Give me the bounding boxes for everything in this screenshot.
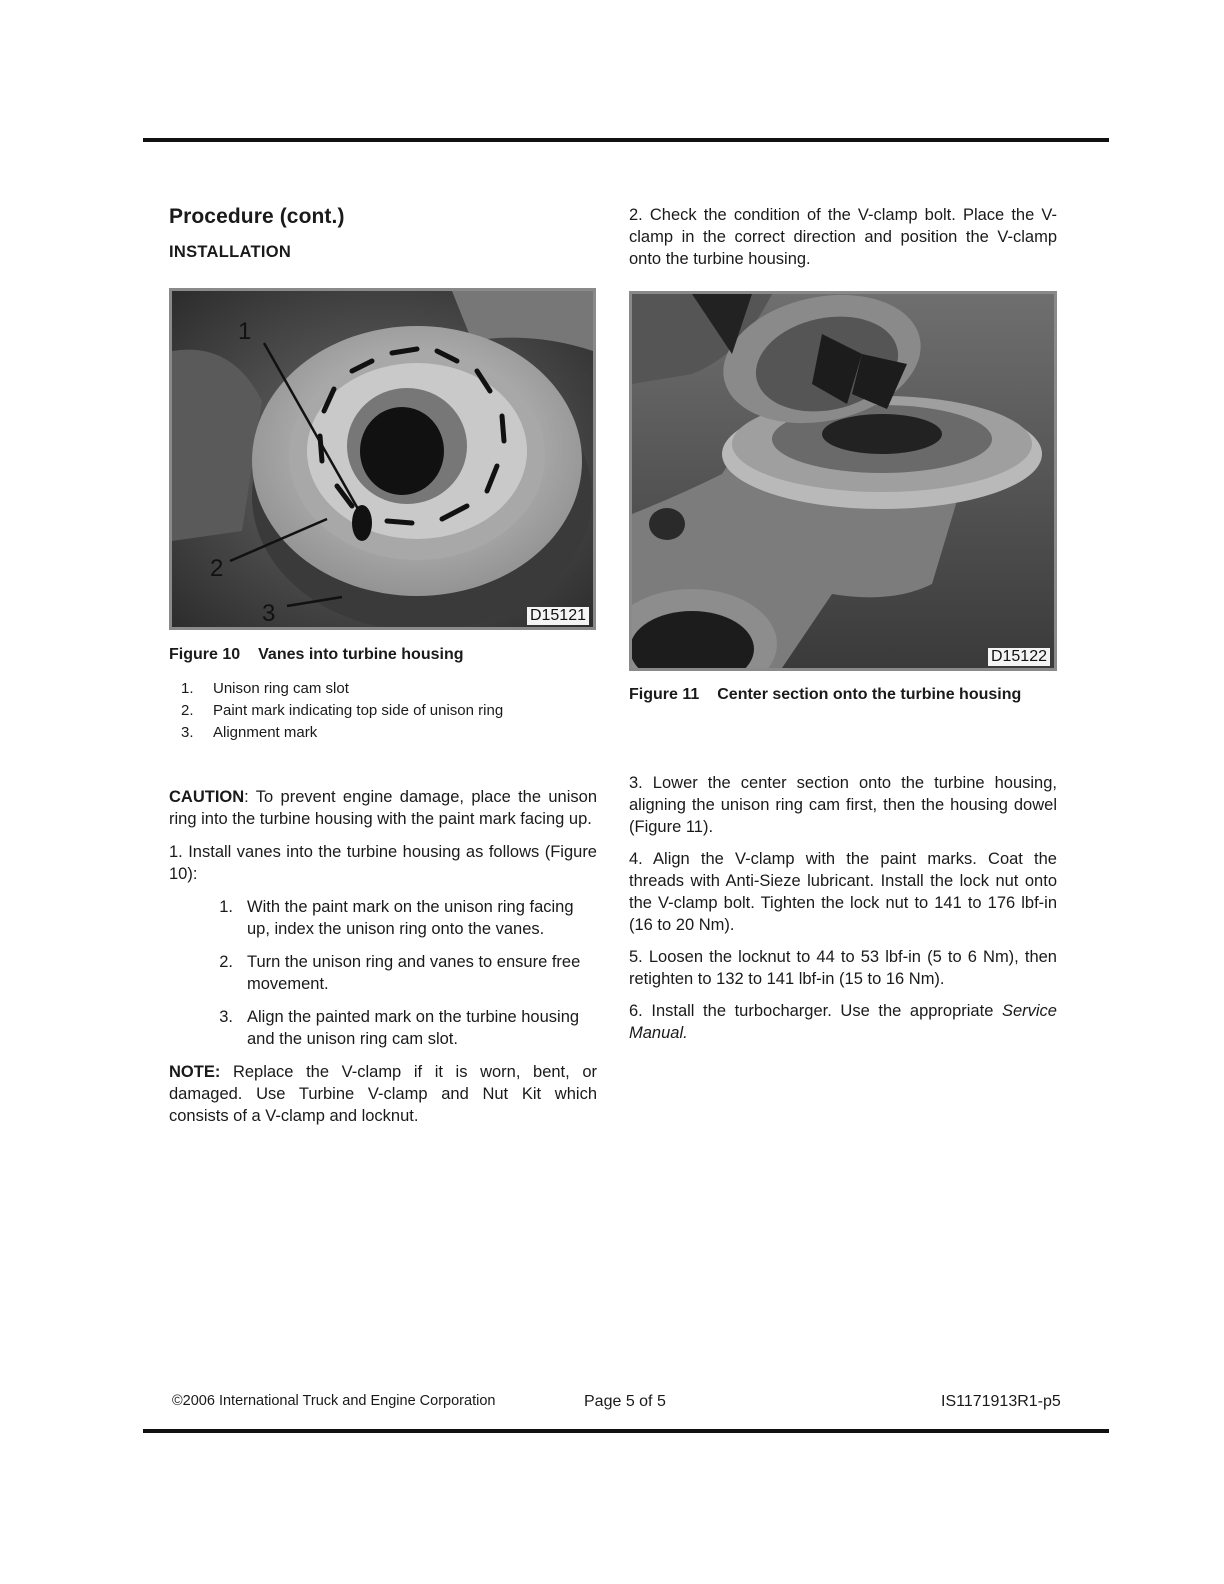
caution-label: CAUTION [169, 788, 245, 806]
footer-copyright: ©2006 International Truck and Engine Corporation [172, 1393, 496, 1409]
note-paragraph: NOTE: Replace the V-clamp if it is worn, bent, or damaged. Use Turbine V-clamp and Nut Kit which consists of a V-clamp and locknut. [169, 1063, 597, 1125]
caution-paragraph: CAUTION: To prevent engine damage, place the unison ring into the turbine housing with the paint mark facing up. [169, 788, 597, 828]
substep: 2. Turn the unison ring and vanes to ensure free movement. [219, 953, 581, 993]
legend-item: 2. Paint mark indicating top side of unison ring [181, 702, 504, 719]
figure-11-title: Center section onto the turbine housing [717, 686, 1022, 703]
legend-item: 1. Unison ring cam slot [181, 680, 349, 697]
figure-10-number: Figure 10 [169, 646, 241, 663]
figure-11-caption-block [629, 684, 1057, 706]
substep: 3. Align the painted mark on the turbine housing and the unison ring cam slot. [219, 1008, 580, 1048]
note-label: NOTE: [169, 1063, 221, 1081]
substep: 1. With the paint mark on the unison ring facing up, index the unison ring onto the vanes. [219, 898, 574, 938]
legend-item: 3. Alignment mark [181, 724, 318, 741]
figure-11-photo [629, 291, 1057, 671]
figure-11-number: Figure 11 [629, 686, 700, 703]
right-body-text [629, 772, 1057, 1044]
turbine-housing-illustration [172, 291, 593, 627]
figure-10-legend [169, 678, 597, 744]
step-4: 4. Align the V-clamp with the paint marks. Coat the threads with Anti-Sieze lubricant. Install the lock nut onto the V-clamp bolt. Tighten the lock nut to 141 to 176 lbf-in (16 to 20 Nm). [629, 850, 1057, 934]
step-6: 6. Install the turbocharger. Use the appropriate Service Manual. [629, 1002, 1057, 1042]
right-column [629, 204, 1057, 270]
callout-1: 1 [238, 318, 252, 345]
callout-2: 2 [210, 555, 224, 582]
step-1: 1. Install vanes into the turbine housing as follows (Figure 10): [169, 843, 597, 883]
callout-3: 3 [262, 600, 276, 627]
figure-11-id: D15122 [988, 648, 1050, 666]
subsection-title: INSTALLATION [169, 243, 292, 261]
step-2: 2. Check the condition of the V-clamp bolt. Place the V-clamp in the correct direction and position the V-clamp onto the turbine housing. [629, 206, 1057, 268]
step-1-substeps [169, 896, 597, 1050]
left-column [169, 205, 597, 262]
figure-10-caption [169, 644, 597, 666]
left-body-text [169, 786, 597, 1127]
bottom-rule [143, 1429, 1109, 1433]
top-rule [143, 138, 1109, 142]
figure-10-title: Vanes into turbine housing [258, 646, 464, 663]
section-title: Procedure (cont.) [169, 205, 345, 228]
footer-doc-id: IS1171913R1-p5 [941, 1393, 1061, 1410]
figure-10-photo [169, 288, 596, 630]
service-manual-ref: Service Manual. [629, 1002, 1057, 1042]
step-3: 3. Lower the center section onto the turbine housing, aligning the unison ring cam first, then the housing dowel (Figure 11). [629, 774, 1057, 836]
footer-page-number: Page 5 of 5 [584, 1393, 666, 1410]
figure-11-caption [629, 684, 1057, 706]
center-section-illustration [632, 294, 1054, 668]
step-5: 5. Loosen the locknut to 44 to 53 lbf-in (5 to 6 Nm), then retighten to 132 to 141 lbf-in (15 to 16 Nm). [629, 948, 1057, 988]
figure-10-id: D15121 [527, 607, 589, 625]
figure-10-caption-block [169, 644, 597, 744]
